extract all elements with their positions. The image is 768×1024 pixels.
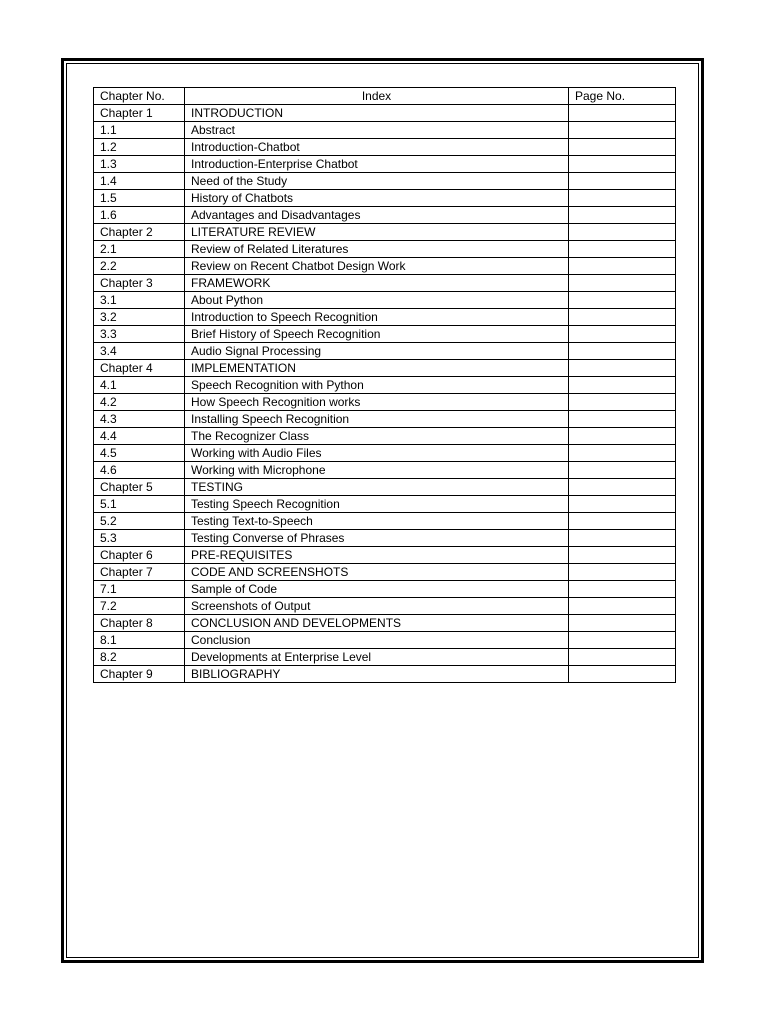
page-number-cell: [569, 462, 676, 479]
table-header-row: [94, 88, 676, 105]
chapter-title-cell: BIBLIOGRAPHY: [185, 666, 569, 683]
page-number-cell: [569, 428, 676, 445]
section-title-cell: History of Chatbots: [185, 190, 569, 207]
chapter-number-cell: 7.1: [94, 581, 185, 598]
section-row: [94, 428, 676, 445]
chapter-title-cell: PRE-REQUISITES: [185, 547, 569, 564]
chapter-row: [94, 479, 676, 496]
chapter-number-cell: 2.2: [94, 258, 185, 275]
section-row: [94, 156, 676, 173]
page-number-cell: [569, 224, 676, 241]
section-title-cell: Sample of Code: [185, 581, 569, 598]
chapter-number-cell: 3.3: [94, 326, 185, 343]
section-row: [94, 258, 676, 275]
chapter-number-cell: 5.3: [94, 530, 185, 547]
section-row: [94, 207, 676, 224]
page-number-cell: [569, 445, 676, 462]
page-number-cell: [569, 547, 676, 564]
chapter-number-cell: 8.2: [94, 649, 185, 666]
section-title-cell: Introduction-Chatbot: [185, 139, 569, 156]
section-title-cell: Working with Audio Files: [185, 445, 569, 462]
section-row: [94, 411, 676, 428]
header-chapter-no: Chapter No.: [94, 88, 185, 105]
section-row: [94, 122, 676, 139]
chapter-number-cell: 1.3: [94, 156, 185, 173]
page-number-cell: [569, 598, 676, 615]
page-number-cell: [569, 292, 676, 309]
chapter-row: [94, 224, 676, 241]
page-number-cell: [569, 309, 676, 326]
section-title-cell: Brief History of Speech Recognition: [185, 326, 569, 343]
chapter-number-cell: Chapter 8: [94, 615, 185, 632]
table-of-contents: [93, 87, 676, 683]
chapter-title-cell: CONCLUSION AND DEVELOPMENTS: [185, 615, 569, 632]
chapter-title-cell: CODE AND SCREENSHOTS: [185, 564, 569, 581]
chapter-number-cell: Chapter 2: [94, 224, 185, 241]
chapter-number-cell: 1.2: [94, 139, 185, 156]
section-title-cell: Installing Speech Recognition: [185, 411, 569, 428]
page-number-cell: [569, 479, 676, 496]
page-number-cell: [569, 326, 676, 343]
section-title-cell: Testing Text-to-Speech: [185, 513, 569, 530]
header-page-no: Page No.: [569, 88, 676, 105]
chapter-title-cell: FRAMEWORK: [185, 275, 569, 292]
chapter-number-cell: 4.2: [94, 394, 185, 411]
page-number-cell: [569, 173, 676, 190]
section-row: [94, 190, 676, 207]
chapter-number-cell: 7.2: [94, 598, 185, 615]
section-row: [94, 530, 676, 547]
chapter-title-cell: INTRODUCTION: [185, 105, 569, 122]
chapter-row: [94, 615, 676, 632]
section-title-cell: Introduction-Enterprise Chatbot: [185, 156, 569, 173]
page-number-cell: [569, 394, 676, 411]
section-row: [94, 173, 676, 190]
chapter-row: [94, 360, 676, 377]
page-number-cell: [569, 122, 676, 139]
section-title-cell: How Speech Recognition works: [185, 394, 569, 411]
section-row: [94, 445, 676, 462]
chapter-number-cell: 8.1: [94, 632, 185, 649]
chapter-row: [94, 666, 676, 683]
section-row: [94, 292, 676, 309]
chapter-number-cell: 4.6: [94, 462, 185, 479]
chapter-number-cell: 5.1: [94, 496, 185, 513]
chapter-title-cell: TESTING: [185, 479, 569, 496]
chapter-number-cell: 3.1: [94, 292, 185, 309]
chapter-title-cell: IMPLEMENTATION: [185, 360, 569, 377]
chapter-row: [94, 564, 676, 581]
chapter-number-cell: 1.4: [94, 173, 185, 190]
page-number-cell: [569, 343, 676, 360]
page-number-cell: [569, 581, 676, 598]
chapter-title-cell: LITERATURE REVIEW: [185, 224, 569, 241]
section-row: [94, 513, 676, 530]
page-number-cell: [569, 360, 676, 377]
page-number-cell: [569, 666, 676, 683]
chapter-number-cell: 4.3: [94, 411, 185, 428]
chapter-number-cell: 5.2: [94, 513, 185, 530]
page-number-cell: [569, 207, 676, 224]
page-number-cell: [569, 530, 676, 547]
page-number-cell: [569, 139, 676, 156]
chapter-number-cell: Chapter 1: [94, 105, 185, 122]
page-number-cell: [569, 513, 676, 530]
page-number-cell: [569, 156, 676, 173]
page-number-cell: [569, 190, 676, 207]
section-title-cell: Testing Speech Recognition: [185, 496, 569, 513]
chapter-number-cell: 1.5: [94, 190, 185, 207]
chapter-row: [94, 105, 676, 122]
chapter-number-cell: Chapter 4: [94, 360, 185, 377]
page-number-cell: [569, 632, 676, 649]
section-title-cell: Testing Converse of Phrases: [185, 530, 569, 547]
chapter-number-cell: 4.4: [94, 428, 185, 445]
table-body: [94, 105, 676, 683]
section-row: [94, 598, 676, 615]
section-title-cell: Need of the Study: [185, 173, 569, 190]
page-number-cell: [569, 275, 676, 292]
page-number-cell: [569, 496, 676, 513]
page-number-cell: [569, 564, 676, 581]
section-row: [94, 496, 676, 513]
section-row: [94, 632, 676, 649]
section-row: [94, 462, 676, 479]
chapter-number-cell: 2.1: [94, 241, 185, 258]
section-title-cell: Developments at Enterprise Level: [185, 649, 569, 666]
section-title-cell: Audio Signal Processing: [185, 343, 569, 360]
chapter-number-cell: 1.1: [94, 122, 185, 139]
section-title-cell: Abstract: [185, 122, 569, 139]
section-title-cell: Working with Microphone: [185, 462, 569, 479]
page-number-cell: [569, 258, 676, 275]
section-row: [94, 309, 676, 326]
chapter-number-cell: 4.1: [94, 377, 185, 394]
section-row: [94, 394, 676, 411]
chapter-number-cell: Chapter 5: [94, 479, 185, 496]
chapter-number-cell: 4.5: [94, 445, 185, 462]
page-number-cell: [569, 377, 676, 394]
section-title-cell: Screenshots of Output: [185, 598, 569, 615]
chapter-number-cell: Chapter 6: [94, 547, 185, 564]
chapter-row: [94, 275, 676, 292]
section-title-cell: Conclusion: [185, 632, 569, 649]
section-title-cell: Advantages and Disadvantages: [185, 207, 569, 224]
page-number-cell: [569, 649, 676, 666]
chapter-number-cell: Chapter 7: [94, 564, 185, 581]
chapter-row: [94, 547, 676, 564]
section-title-cell: The Recognizer Class: [185, 428, 569, 445]
chapter-number-cell: 3.4: [94, 343, 185, 360]
section-row: [94, 343, 676, 360]
section-row: [94, 241, 676, 258]
chapter-number-cell: 3.2: [94, 309, 185, 326]
section-title-cell: Review on Recent Chatbot Design Work: [185, 258, 569, 275]
section-row: [94, 377, 676, 394]
section-row: [94, 649, 676, 666]
section-title-cell: Review of Related Literatures: [185, 241, 569, 258]
section-title-cell: Speech Recognition with Python: [185, 377, 569, 394]
chapter-number-cell: Chapter 9: [94, 666, 185, 683]
page-number-cell: [569, 105, 676, 122]
section-row: [94, 581, 676, 598]
page-number-cell: [569, 615, 676, 632]
section-row: [94, 326, 676, 343]
page-number-cell: [569, 411, 676, 428]
section-row: [94, 139, 676, 156]
section-title-cell: About Python: [185, 292, 569, 309]
section-title-cell: Introduction to Speech Recognition: [185, 309, 569, 326]
chapter-number-cell: 1.6: [94, 207, 185, 224]
header-index: Index: [185, 88, 569, 105]
page-number-cell: [569, 241, 676, 258]
chapter-number-cell: Chapter 3: [94, 275, 185, 292]
